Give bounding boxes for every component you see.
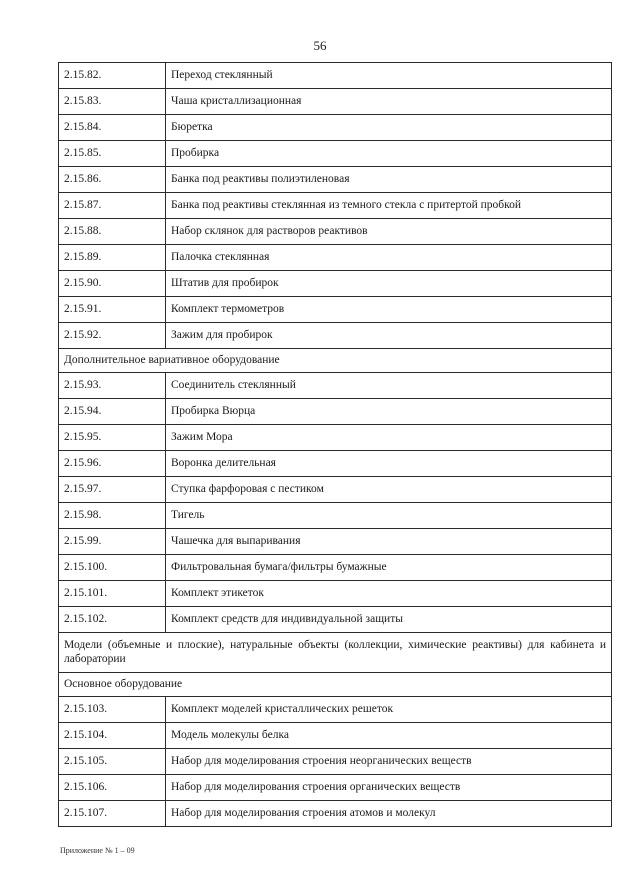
item-name: Чаша кристаллизационная — [166, 89, 612, 115]
item-name: Зажим для пробирок — [166, 323, 612, 349]
item-name: Палочка стеклянная — [166, 245, 612, 271]
item-name: Комплект термометров — [166, 297, 612, 323]
item-number: 2.15.107. — [59, 801, 166, 827]
item-number: 2.15.85. — [59, 141, 166, 167]
item-name: Штатив для пробирок — [166, 271, 612, 297]
item-number: 2.15.97. — [59, 477, 166, 503]
item-number: 2.15.98. — [59, 503, 166, 529]
table-row — [59, 697, 612, 723]
item-name: Соединитель стеклянный — [166, 373, 612, 399]
item-name: Банка под реактивы полиэтиленовая — [166, 167, 612, 193]
table-row — [59, 555, 612, 581]
item-number: 2.15.84. — [59, 115, 166, 141]
item-number: 2.15.106. — [59, 775, 166, 801]
table-row — [59, 607, 612, 633]
item-number: 2.15.92. — [59, 323, 166, 349]
item-number: 2.15.82. — [59, 63, 166, 89]
item-number: 2.15.83. — [59, 89, 166, 115]
item-name: Пробирка Вюрца — [166, 399, 612, 425]
item-number: 2.15.87. — [59, 193, 166, 219]
item-name: Пробирка — [166, 141, 612, 167]
table-row — [59, 193, 612, 219]
table-row — [59, 477, 612, 503]
item-number: 2.15.104. — [59, 723, 166, 749]
item-name: Банка под реактивы стеклянная из темного стекла с притертой пробкой — [166, 193, 612, 219]
table-row — [59, 581, 612, 607]
table-row — [59, 297, 612, 323]
item-number: 2.15.93. — [59, 373, 166, 399]
item-number: 2.15.103. — [59, 697, 166, 723]
item-name: Комплект этикеток — [166, 581, 612, 607]
item-number: 2.15.96. — [59, 451, 166, 477]
item-name: Переход стеклянный — [166, 63, 612, 89]
item-number: 2.15.91. — [59, 297, 166, 323]
item-number: 2.15.102. — [59, 607, 166, 633]
section-heading-additional: Дополнительное вариативное оборудование — [59, 349, 612, 373]
item-name: Тигель — [166, 503, 612, 529]
item-name: Бюретка — [166, 115, 612, 141]
table-row — [59, 723, 612, 749]
item-number: 2.15.86. — [59, 167, 166, 193]
item-name: Набор для моделирования строения атомов и молекул — [166, 801, 612, 827]
item-number: 2.15.90. — [59, 271, 166, 297]
item-name: Комплект средств для индивидуальной защиты — [166, 607, 612, 633]
item-number: 2.15.89. — [59, 245, 166, 271]
section-heading-models: Модели (объемные и плоские), натуральные объекты (коллекции, химические реактивы) для кабинета и лаборатории — [59, 633, 612, 673]
item-number: 2.15.95. — [59, 425, 166, 451]
table-row — [59, 529, 612, 555]
table-row — [59, 63, 612, 89]
table-row — [59, 749, 612, 775]
item-name: Модель молекулы белка — [166, 723, 612, 749]
table-row — [59, 245, 612, 271]
item-name: Набор склянок для растворов реактивов — [166, 219, 612, 245]
table-row — [59, 373, 612, 399]
item-name: Фильтровальная бумага/фильтры бумажные — [166, 555, 612, 581]
table-row — [59, 271, 612, 297]
section-row — [59, 673, 612, 697]
section-heading-basic: Основное оборудование — [59, 673, 612, 697]
table-row — [59, 167, 612, 193]
item-number: 2.15.100. — [59, 555, 166, 581]
item-number: 2.15.88. — [59, 219, 166, 245]
table-row — [59, 115, 612, 141]
item-number: 2.15.99. — [59, 529, 166, 555]
table-row — [59, 219, 612, 245]
page-footer: Приложение № 1 – 09 — [60, 846, 135, 855]
item-name: Чашечка для выпаривания — [166, 529, 612, 555]
item-name: Набор для моделирования строения органических веществ — [166, 775, 612, 801]
table-row — [59, 801, 612, 827]
section-row — [59, 633, 612, 673]
table-row — [59, 775, 612, 801]
table-row — [59, 323, 612, 349]
table-row — [59, 425, 612, 451]
item-number: 2.15.105. — [59, 749, 166, 775]
item-number: 2.15.94. — [59, 399, 166, 425]
item-number: 2.15.101. — [59, 581, 166, 607]
item-name: Зажим Мора — [166, 425, 612, 451]
table-row — [59, 89, 612, 115]
table-row — [59, 451, 612, 477]
page-number: 56 — [313, 38, 327, 53]
equipment-table — [58, 62, 612, 827]
table-row — [59, 141, 612, 167]
section-row — [59, 349, 612, 373]
table-row — [59, 503, 612, 529]
item-name: Ступка фарфоровая с пестиком — [166, 477, 612, 503]
item-name: Воронка делительная — [166, 451, 612, 477]
item-name: Набор для моделирования строения неорганических веществ — [166, 749, 612, 775]
table-row — [59, 399, 612, 425]
item-name: Комплект моделей кристаллических решеток — [166, 697, 612, 723]
